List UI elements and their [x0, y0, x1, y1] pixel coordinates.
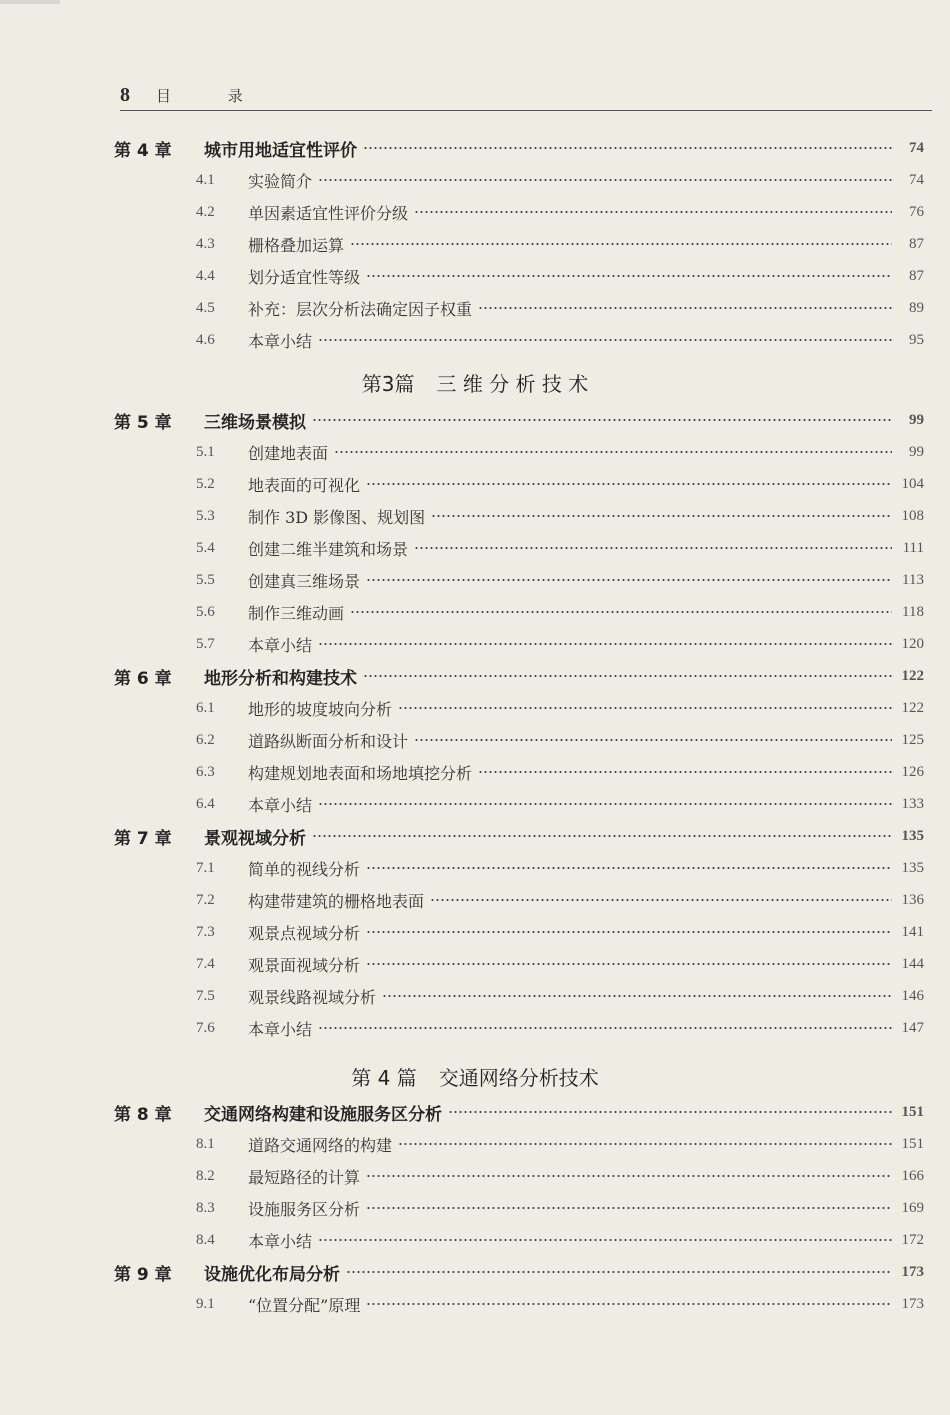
page-reference: 136	[901, 891, 924, 908]
page-reference: 126	[901, 763, 924, 780]
section-number: 4.4	[196, 267, 215, 284]
page-reference: 118	[902, 603, 924, 620]
dot-leader	[334, 451, 892, 453]
section-number: 5.6	[196, 603, 215, 620]
toc-chapter-entry[interactable]	[114, 136, 924, 160]
page-reference: 104	[901, 475, 924, 492]
section-title: 道路交通网络的构建	[248, 1135, 393, 1155]
section-title: 本章小结	[248, 331, 313, 351]
section-title: 本章小结	[248, 635, 313, 655]
toc-section-entry[interactable]	[196, 1016, 924, 1040]
section-title: 本章小结	[248, 795, 313, 815]
section-number: 8.2	[196, 1167, 215, 1184]
section-title: 单因素适宜性评价分级	[248, 203, 409, 223]
dot-leader	[366, 483, 892, 485]
toc-section-entry[interactable]	[196, 328, 924, 352]
dot-leader	[312, 419, 892, 421]
dot-leader	[318, 339, 892, 341]
page-reference: 74	[909, 139, 924, 156]
page-reference: 111	[902, 539, 924, 556]
dot-leader	[350, 243, 892, 245]
section-number: 7.5	[196, 987, 215, 1004]
section-title: 观景线路视域分析	[248, 987, 377, 1007]
section-title: 创建地表面	[248, 443, 329, 463]
chapter-title: 交通网络构建和设施服务区分析	[204, 1104, 442, 1125]
toc-section-entry[interactable]	[196, 632, 924, 656]
section-number: 4.1	[196, 171, 215, 188]
dot-leader	[363, 147, 892, 149]
page-reference: 147	[901, 1019, 924, 1036]
toc-section-entry[interactable]	[196, 856, 924, 880]
section-title: 构建带建筑的栅格地表面	[248, 891, 425, 911]
page-reference: 135	[901, 827, 924, 844]
section-number: 5.5	[196, 571, 215, 588]
section-title: 构建规划地表面和场地填挖分析	[248, 763, 473, 783]
toc-section-entry[interactable]	[196, 888, 924, 912]
section-title: 制作 3D 影像图、规划图	[248, 507, 426, 527]
page-reference: 89	[909, 299, 924, 316]
dot-leader	[366, 1175, 892, 1177]
section-number: 4.3	[196, 235, 215, 252]
section-title: 创建二维半建筑和场景	[248, 539, 409, 559]
section-number: 6.2	[196, 731, 215, 748]
dot-leader	[318, 643, 892, 645]
section-number: 9.1	[196, 1295, 215, 1312]
toc-section-entry[interactable]	[196, 1164, 924, 1188]
page-reference: 99	[909, 443, 924, 460]
section-number: 7.1	[196, 859, 215, 876]
section-number: 5.4	[196, 539, 215, 556]
section-number: 7.4	[196, 955, 215, 972]
chapter-number: 第 8 章	[114, 1104, 172, 1125]
page-reference: 108	[901, 507, 924, 524]
section-number: 7.3	[196, 923, 215, 940]
section-title: 地形的坡度坡向分析	[248, 699, 393, 719]
dot-leader	[431, 515, 892, 517]
toc-section-entry[interactable]	[196, 440, 924, 464]
toc-section-entry[interactable]	[196, 1292, 924, 1316]
chapter-title: 地形分析和构建技术	[204, 668, 357, 689]
toc-chapter-entry[interactable]	[114, 664, 924, 688]
dot-leader	[366, 1207, 892, 1209]
toc-section-entry[interactable]	[196, 920, 924, 944]
toc-section-entry[interactable]	[196, 1228, 924, 1252]
page-reference: 172	[901, 1231, 924, 1248]
section-title: 观景点视域分析	[248, 923, 361, 943]
section-title: 栅格叠加运算	[248, 235, 345, 255]
section-title: 划分适宜性等级	[248, 267, 361, 287]
section-number: 4.2	[196, 203, 215, 220]
section-number: 8.1	[196, 1135, 215, 1152]
section-number: 8.3	[196, 1199, 215, 1216]
chapter-title: 城市用地适宜性评价	[204, 140, 357, 161]
toc-section-entry[interactable]	[196, 568, 924, 592]
toc-section-entry[interactable]	[196, 1196, 924, 1220]
section-title: 设施服务区分析	[248, 1199, 361, 1219]
dot-leader	[414, 547, 892, 549]
toc-section-entry[interactable]	[196, 792, 924, 816]
chapter-number: 第 5 章	[114, 412, 172, 433]
page-reference: 113	[902, 571, 924, 588]
section-title: 本章小结	[248, 1231, 313, 1251]
scan-corner-mark	[0, 0, 60, 4]
section-title: 道路纵断面分析和设计	[248, 731, 409, 751]
section-title: 地表面的可视化	[248, 475, 361, 495]
page-reference: 87	[909, 235, 924, 252]
dot-leader	[312, 835, 892, 837]
dot-leader	[398, 707, 892, 709]
chapter-number: 第 4 章	[114, 140, 172, 161]
dot-leader	[366, 1303, 892, 1305]
section-number: 8.4	[196, 1231, 215, 1248]
toc-section-entry[interactable]	[196, 760, 924, 784]
page-reference: 122	[901, 699, 924, 716]
toc-chapter-entry[interactable]	[114, 408, 924, 432]
chapter-number: 第 7 章	[114, 828, 172, 849]
section-title: 实验简介	[248, 171, 313, 191]
dot-leader	[318, 803, 892, 805]
dot-leader	[318, 1027, 892, 1029]
page-reference: 99	[909, 411, 924, 428]
page-reference: 144	[901, 955, 924, 972]
toc-chapter-entry[interactable]	[114, 1100, 924, 1124]
page-reference: 169	[901, 1199, 924, 1216]
dot-leader	[366, 867, 892, 869]
dot-leader	[382, 995, 892, 997]
page-reference: 133	[901, 795, 924, 812]
part-heading	[0, 368, 950, 397]
toc-section-entry[interactable]	[196, 504, 924, 528]
section-number: 5.2	[196, 475, 215, 492]
page-number: 8	[120, 84, 130, 106]
dot-leader	[346, 1271, 892, 1273]
dot-leader	[414, 211, 892, 213]
toc-section-entry[interactable]	[196, 952, 924, 976]
page-reference: 87	[909, 267, 924, 284]
toc-chapter-entry[interactable]	[114, 824, 924, 848]
section-number: 4.6	[196, 331, 215, 348]
dot-leader	[318, 179, 892, 181]
section-number: 6.4	[196, 795, 215, 812]
page-reference: 76	[909, 203, 924, 220]
toc-section-entry[interactable]	[196, 600, 924, 624]
dot-leader	[366, 931, 892, 933]
section-number: 6.3	[196, 763, 215, 780]
page-reference: 74	[909, 171, 924, 188]
section-number: 5.3	[196, 507, 215, 524]
section-title: 最短路径的计算	[248, 1167, 361, 1187]
page-reference: 146	[901, 987, 924, 1004]
toc-section-entry[interactable]	[196, 1132, 924, 1156]
section-title: “位置分配”原理	[248, 1295, 361, 1315]
part-number: 第 4 篇	[351, 1066, 417, 1090]
dot-leader	[448, 1111, 892, 1113]
dot-leader	[478, 307, 892, 309]
dot-leader	[350, 611, 892, 613]
toc-section-entry[interactable]	[196, 984, 924, 1008]
dot-leader	[430, 899, 892, 901]
chapter-number: 第 6 章	[114, 668, 172, 689]
chapter-title: 设施优化布局分析	[204, 1264, 340, 1285]
part-title: 三 维 分 析 技 术	[436, 372, 589, 396]
section-number: 7.6	[196, 1019, 215, 1036]
part-heading	[0, 1062, 950, 1091]
page-reference: 135	[901, 859, 924, 876]
section-title: 本章小结	[248, 1019, 313, 1039]
page-reference: 120	[901, 635, 924, 652]
dot-leader	[366, 579, 892, 581]
page-reference: 122	[901, 667, 924, 684]
section-title: 补充：层次分析法确定因子权重	[248, 299, 473, 319]
toc-chapter-entry[interactable]	[114, 1260, 924, 1284]
chapter-title: 三维场景模拟	[204, 412, 306, 433]
part-title: 交通网络分析技术	[438, 1066, 599, 1090]
section-number: 6.1	[196, 699, 215, 716]
dot-leader	[318, 1239, 892, 1241]
dot-leader	[366, 275, 892, 277]
dot-leader	[366, 963, 892, 965]
section-title: 创建真三维场景	[248, 571, 361, 591]
page-reference: 151	[901, 1103, 924, 1120]
page-reference: 95	[909, 331, 924, 348]
toc-section-entry[interactable]	[196, 200, 924, 224]
toc-section-entry[interactable]	[196, 728, 924, 752]
section-number: 5.1	[196, 443, 215, 460]
dot-leader	[398, 1143, 892, 1145]
section-title: 简单的视线分析	[248, 859, 361, 879]
section-number: 5.7	[196, 635, 215, 652]
running-title: 目 录	[156, 87, 269, 105]
page-reference: 173	[901, 1263, 924, 1280]
section-title: 制作三维动画	[248, 603, 345, 623]
toc-section-entry[interactable]	[196, 472, 924, 496]
page-header	[120, 84, 932, 111]
toc-section-entry[interactable]	[196, 696, 924, 720]
section-number: 4.5	[196, 299, 215, 316]
dot-leader	[363, 675, 892, 677]
dot-leader	[414, 739, 892, 741]
toc-section-entry[interactable]	[196, 232, 924, 256]
chapter-number: 第 9 章	[114, 1264, 172, 1285]
page-reference: 173	[901, 1295, 924, 1312]
dot-leader	[478, 771, 892, 773]
section-title: 观景面视域分析	[248, 955, 361, 975]
chapter-title: 景观视域分析	[204, 828, 306, 849]
page-reference: 151	[901, 1135, 924, 1152]
toc-section-entry[interactable]	[196, 296, 924, 320]
page-reference: 141	[901, 923, 924, 940]
section-number: 7.2	[196, 891, 215, 908]
toc-section-entry[interactable]	[196, 264, 924, 288]
page-reference: 125	[901, 731, 924, 748]
toc-section-entry[interactable]	[196, 168, 924, 192]
part-number: 第3篇	[361, 372, 415, 396]
toc-section-entry[interactable]	[196, 536, 924, 560]
page-reference: 166	[901, 1167, 924, 1184]
